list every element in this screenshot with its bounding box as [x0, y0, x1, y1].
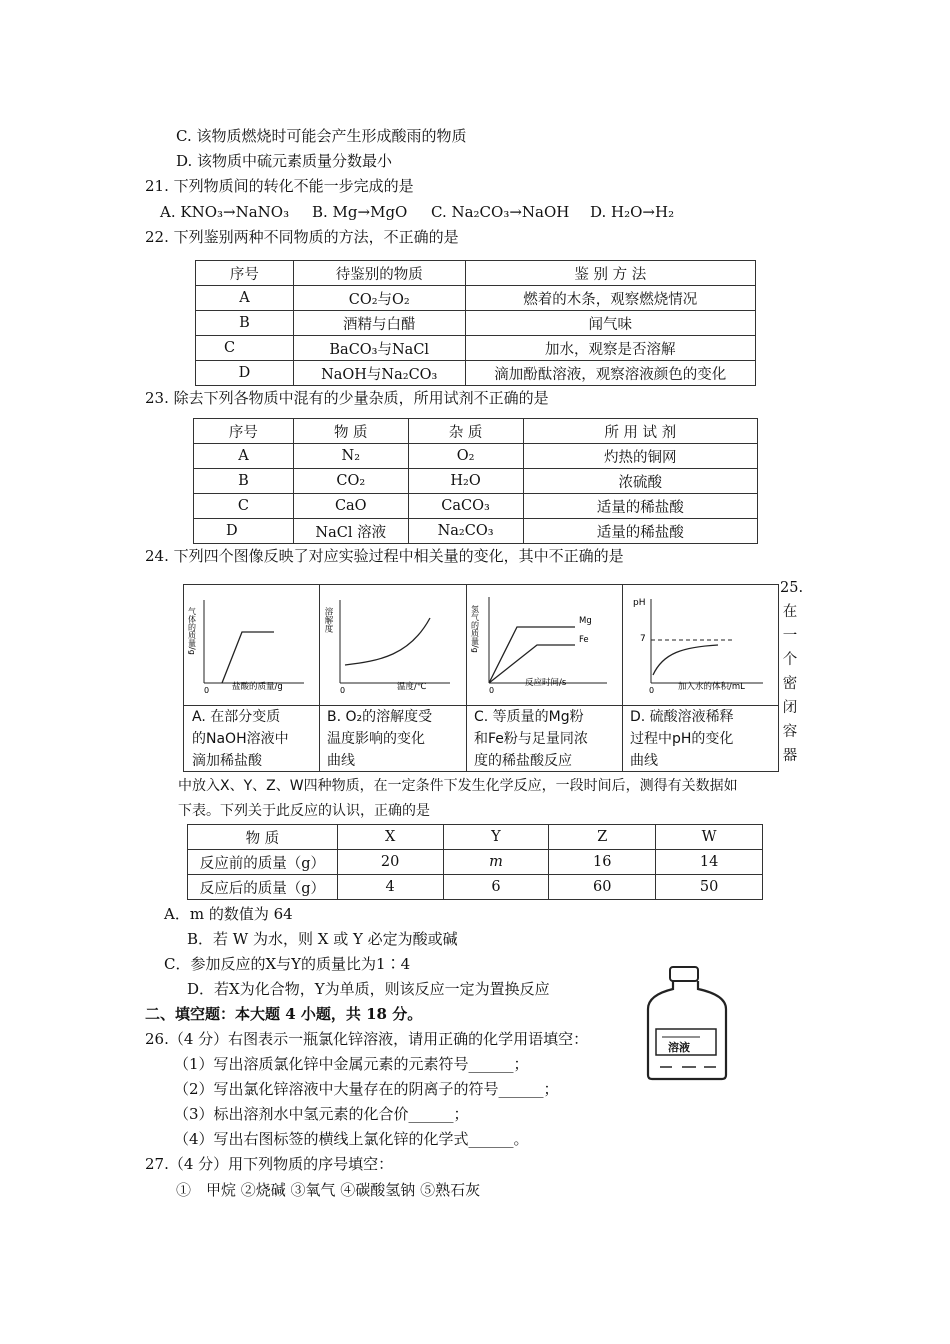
q27-items: ① 甲烷 ②烧碱 ③氧气 ④碳酸氢钠 ⑤熟石灰: [176, 1181, 481, 1199]
q25-option-a: A．m 的数值为 64: [164, 905, 293, 923]
table-row: [196, 311, 756, 336]
graph-c-mg-label: Mg: [579, 616, 592, 626]
q24-graph-panel: [183, 584, 779, 772]
graph-a: [184, 585, 319, 705]
caption-line: B. O₂的溶解度受: [327, 709, 433, 725]
table-row: [196, 336, 756, 361]
vertical-char: 器: [782, 748, 798, 764]
graph-c-caption: [474, 706, 588, 772]
q21-option-b: B. Mg→MgO: [312, 203, 408, 221]
table-row: [188, 875, 763, 900]
caption-line: 的NaOH溶液中: [192, 731, 289, 747]
graph-b: [320, 585, 466, 705]
q26-stem: 26.（4 分）右图表示一瓶氯化锌溶液，请用正确的化学用语填空：: [145, 1030, 589, 1048]
header-cell: 杂 质: [408, 419, 523, 444]
q25-option-b: B．若 W 为水，则 X 或 Y 必定为酸或碱: [187, 930, 458, 948]
graph-d-seven: 7: [640, 634, 646, 644]
header-cell: 鉴 别 方 法: [465, 261, 755, 286]
q25-option-c: C．参加反应的X与Y的质量比为1∶4: [164, 955, 411, 973]
caption-line: 曲线: [630, 753, 658, 769]
q25-line2: 下表。下列关于此反应的认识，正确的是: [178, 803, 430, 819]
table-cell: C: [196, 336, 294, 361]
vertical-char: 密: [782, 676, 798, 692]
table-cell: CO₂与O₂: [293, 286, 465, 311]
section-2-heading: 二、填空题：本大题 4 小题，共 18 分。: [145, 1005, 423, 1023]
table-row: [196, 286, 756, 311]
caption-line: A. 在部分变质: [192, 709, 281, 725]
caption-line: 和Fe粉与足量同浓: [474, 731, 588, 747]
table-cell: 加水，观察是否溶解: [465, 336, 755, 361]
table-header-row: [188, 825, 763, 850]
table-cell: O₂: [408, 444, 523, 469]
table-cell: 适量的稀盐酸: [523, 494, 758, 519]
graph-d: [623, 585, 778, 705]
q21-stem: 21. 下列物质间的转化不能一步完成的是: [145, 177, 414, 195]
graph-a-xlabel: 盐酸的质量/g: [232, 682, 283, 692]
table-cell: H₂O: [408, 469, 523, 494]
q27-stem: 27.（4 分）用下列物质的序号填空：: [145, 1155, 394, 1173]
caption-line: C. 等质量的Mg粉: [474, 709, 584, 725]
caption-line: 滴加稀盐酸: [192, 753, 262, 769]
table-row: [194, 469, 758, 494]
vertical-char: 25.: [780, 580, 804, 596]
table-cell: A: [194, 444, 294, 469]
q26-item-2: （2）写出氯化锌溶液中大量存在的阴离子的符号______；: [174, 1080, 559, 1098]
graph-b-xlabel: 温度/℃: [397, 682, 427, 692]
header-cell: Y: [443, 825, 549, 850]
graph-c-fe-label: Fe: [579, 635, 589, 645]
q21-option-a: A. KNO₃→NaNO₃: [160, 203, 290, 221]
vertical-char: 在: [782, 604, 798, 620]
q22-stem: 22. 下列鉴别两种不同物质的方法，不正确的是: [145, 228, 459, 246]
graph-c-xlabel: 反应时间/s: [525, 678, 567, 688]
graph-b-caption: [327, 706, 432, 772]
graph-c-ylabel: 氢气的质量/g: [470, 605, 480, 653]
table-cell: NaCl 溶液: [293, 519, 408, 544]
bottle-illustration: [640, 965, 740, 1083]
q23-table: [193, 418, 758, 544]
q21-option-d: D. H₂O→H₂: [590, 203, 675, 221]
header-cell: 所 用 试 剂: [523, 419, 758, 444]
table-cell: 浓硫酸: [523, 469, 758, 494]
q25-vertical-text: [780, 576, 804, 768]
table-cell: CaO: [293, 494, 408, 519]
table-cell: 灼热的铜网: [523, 444, 758, 469]
table-cell: m: [443, 850, 549, 875]
q25-line1: 中放入X、Y、Z、W四种物质，在一定条件下发生化学反应，一段时间后，测得有关数据如: [178, 778, 738, 794]
header-cell: 物 质: [188, 825, 338, 850]
table-cell: 60: [549, 875, 656, 900]
header-cell: Z: [549, 825, 656, 850]
table-cell: 50: [656, 875, 763, 900]
table-row: [194, 444, 758, 469]
header-cell: 序号: [196, 261, 294, 286]
table-cell: 燃着的木条，观察燃烧情况: [465, 286, 755, 311]
table-cell: 滴加酚酞溶液，观察溶液颜色的变化: [465, 361, 755, 386]
table-cell: NaOH与Na₂CO₃: [293, 361, 465, 386]
header-cell: X: [337, 825, 443, 850]
table-cell: B: [196, 311, 294, 336]
table-cell: CaCO₃: [408, 494, 523, 519]
graph-c: [467, 585, 622, 705]
q24-stem: 24. 下列四个图像反映了对应实验过程中相关量的变化，其中不正确的是: [145, 547, 624, 565]
q20-option-c: C. 该物质燃烧时可能会产生形成酸雨的物质: [176, 127, 467, 145]
caption-line: D. 硫酸溶液稀释: [630, 709, 734, 725]
q25-table: [187, 824, 763, 900]
caption-line: 温度影响的变化: [327, 731, 425, 747]
table-cell: 4: [337, 875, 443, 900]
caption-line: 曲线: [327, 753, 355, 769]
table-cell: CO₂: [293, 469, 408, 494]
q23-stem: 23. 除去下列各物质中混有的少量杂质，所用试剂不正确的是: [145, 389, 549, 407]
graph-d-origin: 0: [649, 686, 655, 695]
bottle-icon: [640, 965, 740, 1083]
vertical-char: 闭: [782, 700, 798, 716]
q26-item-3: （3）标出溶剂水中氢元素的化合价______；: [174, 1105, 469, 1123]
header-cell: W: [656, 825, 763, 850]
vertical-char: 个: [782, 652, 798, 668]
table-cell: 16: [549, 850, 656, 875]
table-header-row: [196, 261, 756, 286]
table-cell: D: [194, 519, 294, 544]
q26-item-1: （1）写出溶质氯化锌中金属元素的元素符号______；: [174, 1055, 529, 1073]
header-cell: 序号: [194, 419, 294, 444]
table-cell: 闻气味: [465, 311, 755, 336]
table-cell: A: [196, 286, 294, 311]
table-cell: N₂: [293, 444, 408, 469]
header-cell: 待鉴别的物质: [293, 261, 465, 286]
graph-d-xlabel: 加入水的体积/mL: [678, 682, 745, 692]
graph-d-ylabel: pH: [633, 598, 646, 608]
header-cell: 物 质: [293, 419, 408, 444]
graph-d-caption: [630, 706, 734, 772]
graph-a-origin: 0: [204, 686, 210, 695]
bottle-label-text: 溶液: [668, 1041, 690, 1054]
table-row: [194, 494, 758, 519]
table-row: [188, 850, 763, 875]
table-cell: 6: [443, 875, 549, 900]
q25-option-d: D．若X为化合物，Y为单质，则该反应一定为置换反应: [187, 980, 550, 998]
vertical-char: 一: [782, 628, 798, 644]
caption-line: 过程中pH的变化: [630, 731, 734, 747]
table-cell: 反应后的质量（g）: [188, 875, 338, 900]
graph-b-ylabel: 溶解度: [323, 607, 333, 633]
graph-b-origin: 0: [340, 686, 346, 695]
table-cell: 20: [337, 850, 443, 875]
q21-option-c: C. Na₂CO₃→NaOH: [431, 203, 570, 221]
table-cell: D: [196, 361, 294, 386]
vertical-char: 容: [782, 724, 798, 740]
table-cell: 反应前的质量（g）: [188, 850, 338, 875]
q26-item-4: （4）写出右图标签的横线上氯化锌的化学式______。: [174, 1130, 529, 1148]
graph-a-caption: [192, 706, 289, 772]
graph-a-ylabel: 气体的质量/g: [187, 607, 197, 655]
table-row: [194, 519, 758, 544]
graph-c-origin: 0: [489, 686, 495, 695]
table-cell: 14: [656, 850, 763, 875]
table-header-row: [194, 419, 758, 444]
table-cell: Na₂CO₃: [408, 519, 523, 544]
q20-option-d: D. 该物质中硫元素质量分数最小: [176, 152, 393, 170]
q22-table: [195, 260, 756, 386]
table-cell: 适量的稀盐酸: [523, 519, 758, 544]
table-cell: B: [194, 469, 294, 494]
caption-line: 度的稀盐酸反应: [474, 753, 572, 769]
table-cell: C: [194, 494, 294, 519]
table-row: [196, 361, 756, 386]
table-cell: 酒精与白醋: [293, 311, 465, 336]
table-cell: BaCO₃与NaCl: [293, 336, 465, 361]
